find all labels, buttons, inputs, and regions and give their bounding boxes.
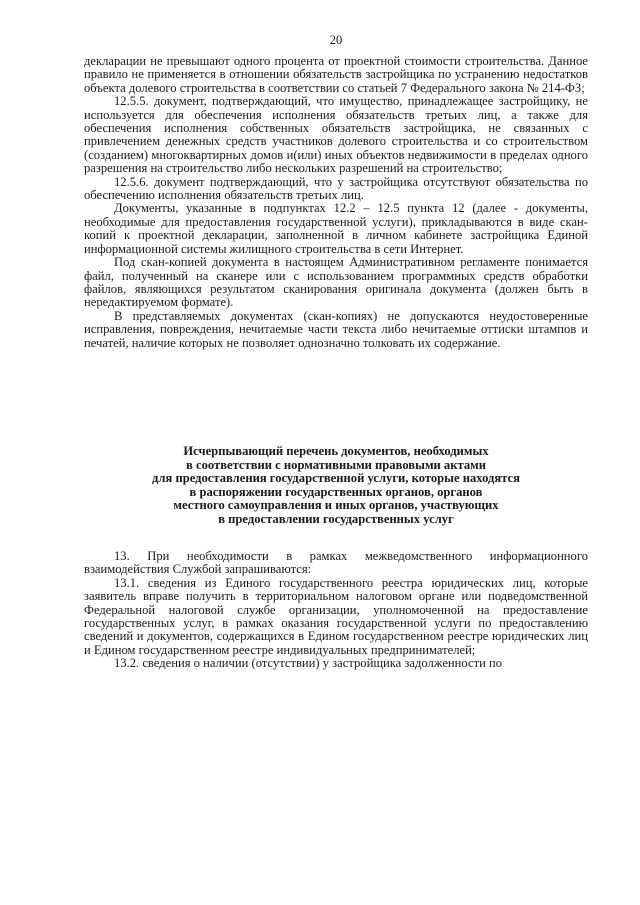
paragraph-13-2: 13.2. сведения о наличии (отсутствии) у застройщика задолженности по xyxy=(114,656,503,671)
heading-line: в соответствии с нормативными правовыми актами xyxy=(186,457,486,472)
heading-line: для предоставления государственной услуги, которые находятся xyxy=(152,471,520,486)
heading-line: Исчерпывающий перечень документов, необходимых xyxy=(183,444,489,458)
section-heading xyxy=(84,445,588,527)
paragraph-13-1: 13.1. сведения из Единого государственного реестра юридических лиц, которые заявитель вправе получить в территориальном налоговом органе или подведомственной Федеральной налоговой службе организации, уполномоченной на предоставление государственных услуг, в рамках оказания государственной услуги по предоставлению сведений и документов, содержащихся в Едином государственном реестре юридических лиц и Едином государственном реестре индивидуальных предпринимателей; xyxy=(84,575,588,657)
paragraph-12-5-5: 12.5.5. документ, подтверждающий, что имущество, принадлежащее застройщику, не используется для обеспечения исполнения обязательств третьих лиц, а также для обеспечения исполнения собственных обязательств застройщика, не связанных с привлечением денежных средств участников долевого строительства и со строительством (созданием) многоквартирных домов и(или) иных объектов недвижимости в пределах одного разрешения на строительство либо нескольких разрешений на строительство; xyxy=(84,94,588,176)
body-text-bottom xyxy=(84,550,588,671)
paragraph-scan-copy: Под скан-копией документа в настоящем Административном регламенте понимается файл, полученный на сканере или с использованием программных средств обработки файлов, являющихся результатом сканирования оригинала документа (должен быть в нередактируемом формате). xyxy=(84,255,588,310)
paragraph-continuation: декларации не превышают одного процента от проектной стоимости строительства. Данное правило не применяется в отношении обязательств застройщика по устранению недостатков объекта долевого строительства в соответствии со статьей 7 Федерального закона № 214-ФЗ; xyxy=(84,54,588,95)
paragraph-13: 13. При необходимости в рамках межведомственного информационного взаимодействия Службой запрашиваются: xyxy=(84,549,588,577)
page-number: 20 xyxy=(329,33,343,47)
heading-line: местного самоуправления и иных органов, участвующих xyxy=(173,498,499,513)
paragraph-documents: Документы, указанные в подпунктах 12.2 – 12.5 пункта 12 (далее - документы, необходимые для предоставления государственной услуги), прикладываются в виде скан-копий к проектной декларации, заполненной в личном кабинете застройщика Единой информационной системы жилищного строительства в сети Интернет. xyxy=(84,201,588,256)
heading-line: в предоставлении государственных услуг xyxy=(218,511,454,526)
body-text-top xyxy=(84,55,588,350)
paragraph-12-5-6: 12.5.6. документ подтверждающий, что у застройщика отсутствуют обязательства по обеспечению исполнения обязательств третьих лиц. xyxy=(84,174,588,203)
paragraph-corrections: В представляемых документах (скан-копиях) не допускаются неудостоверенные исправления, повреждения, нечитаемые части текста либо нечитаемые оттиски штампов и печатей, наличие которых не позволяет однозначно толковать их содержание. xyxy=(84,308,588,350)
heading-line: в распоряжении государственных органов, органов xyxy=(189,484,483,499)
